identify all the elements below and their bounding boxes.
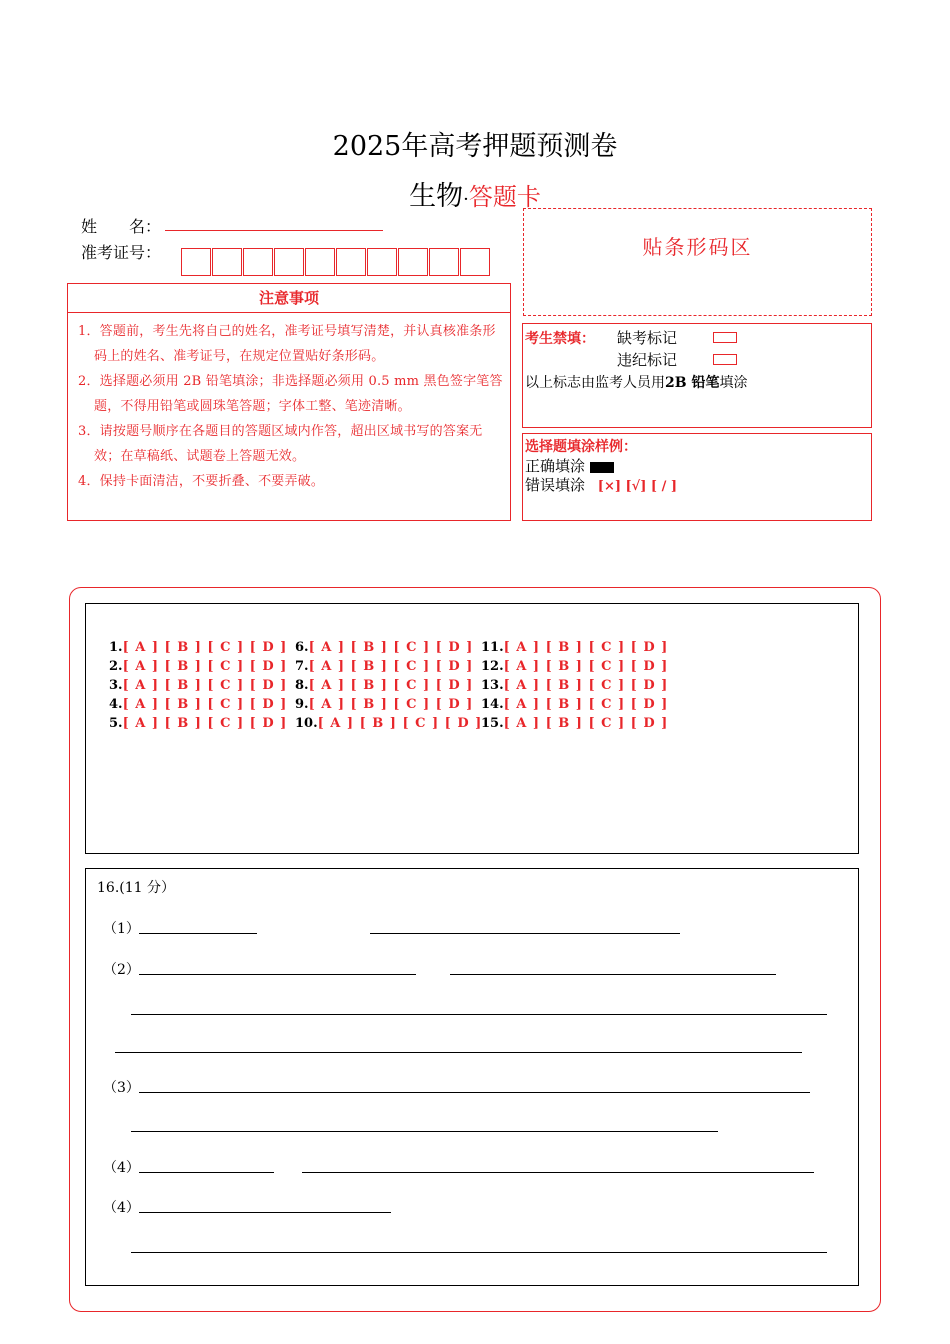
choice-options[interactable]: [ A ] [ B ] [ C ] [ D ] xyxy=(308,640,474,655)
answer-line[interactable] xyxy=(115,1052,802,1053)
id-digit-cell[interactable] xyxy=(274,248,304,276)
page-title: 2025年高考押题预测卷 xyxy=(332,131,618,162)
id-digit-cell[interactable] xyxy=(429,248,459,276)
notice-item: 2．选择题必须用 2B 铅笔填涂；非选择题必须用 0.5 mm 黑色签字笔答题，不得用铅笔或圆珠笔答题；字体工整、笔迹清晰。 xyxy=(78,374,503,414)
choice-options[interactable]: [ A ] [ B ] [ C ] [ D ] xyxy=(503,678,669,693)
choice-options[interactable]: [ A ] [ B ] [ C ] [ D ] xyxy=(503,697,669,712)
question-number: 12. xyxy=(481,659,504,674)
sample-label: 选择题填涂样例： xyxy=(525,439,637,455)
choice-row[interactable] xyxy=(109,676,287,695)
id-digit-cell[interactable] xyxy=(181,248,211,276)
id-digit-cell[interactable] xyxy=(212,248,242,276)
correct-fill-label: 正确填涂 xyxy=(525,457,586,475)
name-field[interactable] xyxy=(165,230,383,231)
choice-options[interactable]: [ A ] [ B ] [ C ] [ D ] xyxy=(122,659,288,674)
choice-column-2 xyxy=(295,638,482,733)
id-digit-cell[interactable] xyxy=(367,248,397,276)
notice-item: 3．请按题号顺序在各题目的答题区域内作答，超出区域书写的答案无效；在草稿纸、试题卷上答题无效。 xyxy=(78,424,483,464)
id-number-boxes xyxy=(181,248,491,276)
title-dot: · xyxy=(463,189,469,210)
correct-fill-sample xyxy=(590,462,614,473)
choice-options[interactable]: [ A ] [ B ] [ C ] [ D ] xyxy=(503,659,669,674)
answer-line[interactable] xyxy=(139,974,416,975)
id-digit-cell[interactable] xyxy=(336,248,366,276)
subject-name: 生物 xyxy=(409,181,464,212)
question-number: 4. xyxy=(109,697,123,712)
choice-row[interactable] xyxy=(109,638,287,657)
notice-item: 4．保持卡面清洁，不要折叠、不要弄破。 xyxy=(78,474,325,489)
question-number: 10. xyxy=(295,716,318,731)
choice-row[interactable] xyxy=(295,714,482,733)
violation-mark-label: 违纪标记 xyxy=(617,351,678,369)
question-number: 8. xyxy=(295,678,309,693)
id-label: 准考证号： xyxy=(81,243,162,262)
answer-line[interactable] xyxy=(139,1212,391,1213)
choice-row[interactable] xyxy=(295,676,482,695)
question-number: 9. xyxy=(295,697,309,712)
examiner-only-box xyxy=(522,323,872,428)
question-number: 15. xyxy=(481,716,504,731)
question-16-section xyxy=(85,868,859,1286)
part-1-label: （1） xyxy=(103,921,140,937)
question-16-title: 16.(11 分） xyxy=(97,880,175,896)
part-4b-label: （4） xyxy=(103,1200,140,1216)
choice-row[interactable] xyxy=(481,695,668,714)
id-digit-cell[interactable] xyxy=(243,248,273,276)
choice-row[interactable] xyxy=(481,676,668,695)
choice-options[interactable]: [ A ] [ B ] [ C ] [ D ] xyxy=(122,678,288,693)
question-number: 5. xyxy=(109,716,123,731)
question-number: 14. xyxy=(481,697,504,712)
notice-item: 1．答题前，考生先将自己的姓名，准考证号填写清楚，并认真核准条形码上的姓名、准考证号，在规定位置贴好条形码。 xyxy=(78,324,496,364)
choice-row[interactable] xyxy=(109,695,287,714)
wrong-fill-row xyxy=(525,474,677,495)
id-digit-cell[interactable] xyxy=(460,248,490,276)
choice-row[interactable] xyxy=(295,657,482,676)
choice-row[interactable] xyxy=(481,638,668,657)
question-number: 7. xyxy=(295,659,309,674)
question-number: 6. xyxy=(295,640,309,655)
choice-options[interactable]: [ A ] [ B ] [ C ] [ D ] xyxy=(308,659,474,674)
answer-line[interactable] xyxy=(302,1172,814,1173)
choice-row[interactable] xyxy=(109,714,287,733)
choice-options[interactable]: [ A ] [ B ] [ C ] [ D ] xyxy=(122,697,288,712)
forbid-note-text: 以上标志由监考人员用 xyxy=(525,375,665,391)
choice-row[interactable] xyxy=(481,657,668,676)
question-number: 2. xyxy=(109,659,123,674)
wrong-fill-sample: [×] [√] [ / ] xyxy=(597,479,677,494)
fill-sample-box xyxy=(522,433,872,521)
id-digit-cell[interactable] xyxy=(398,248,428,276)
absent-mark-box[interactable] xyxy=(713,332,737,343)
forbid-note xyxy=(525,372,747,392)
answer-line[interactable] xyxy=(370,933,680,934)
absent-mark-label: 缺考标记 xyxy=(617,329,678,347)
choice-options[interactable]: [ A ] [ B ] [ C ] [ D ] xyxy=(308,678,474,693)
choice-column-3 xyxy=(481,638,668,733)
answer-line[interactable] xyxy=(450,974,776,975)
choice-options[interactable]: [ A ] [ B ] [ C ] [ D ] xyxy=(122,640,288,655)
choice-column-1 xyxy=(109,638,287,733)
part-2-label: （2） xyxy=(103,962,140,978)
answer-line[interactable] xyxy=(131,1252,827,1253)
choice-options[interactable]: [ A ] [ B ] [ C ] [ D ] xyxy=(317,716,483,731)
forbid-note-bold: 2B 铅笔 xyxy=(665,375,720,391)
question-number: 1. xyxy=(109,640,123,655)
part-4a-label: （4） xyxy=(103,1160,140,1176)
question-number: 3. xyxy=(109,678,123,693)
choice-row[interactable] xyxy=(295,638,482,657)
answer-line[interactable] xyxy=(131,1014,827,1015)
notice-heading: 注意事项 xyxy=(68,284,510,313)
choice-options[interactable]: [ A ] [ B ] [ C ] [ D ] xyxy=(503,640,669,655)
barcode-area xyxy=(523,208,872,316)
question-number: 13. xyxy=(481,678,504,693)
answer-line[interactable] xyxy=(139,933,257,934)
wrong-fill-label: 错误填涂 xyxy=(525,476,586,494)
forbid-label: 考生禁填： xyxy=(525,331,595,347)
part-3-label: （3） xyxy=(103,1080,140,1096)
choice-row[interactable] xyxy=(295,695,482,714)
barcode-label: 贴条形码区 xyxy=(642,235,753,259)
name-label: 姓 名： xyxy=(81,217,162,236)
card-label: 答题卡 xyxy=(468,183,541,211)
choice-options[interactable]: [ A ] [ B ] [ C ] [ D ] xyxy=(503,716,669,731)
correct-fill-row xyxy=(525,455,614,476)
choice-row[interactable] xyxy=(109,657,287,676)
question-number: 11. xyxy=(481,640,504,655)
violation-mark-box[interactable] xyxy=(713,354,737,365)
answer-line[interactable] xyxy=(139,1092,810,1093)
notice-box xyxy=(67,283,511,521)
choice-options[interactable]: [ A ] [ B ] [ C ] [ D ] xyxy=(308,697,474,712)
choice-row[interactable] xyxy=(481,714,668,733)
id-digit-cell[interactable] xyxy=(305,248,335,276)
forbid-note-tail: 填涂 xyxy=(719,375,748,391)
answer-line[interactable] xyxy=(139,1172,274,1173)
choice-options[interactable]: [ A ] [ B ] [ C ] [ D ] xyxy=(122,716,288,731)
notice-list xyxy=(68,313,510,494)
answer-line[interactable] xyxy=(131,1131,718,1132)
